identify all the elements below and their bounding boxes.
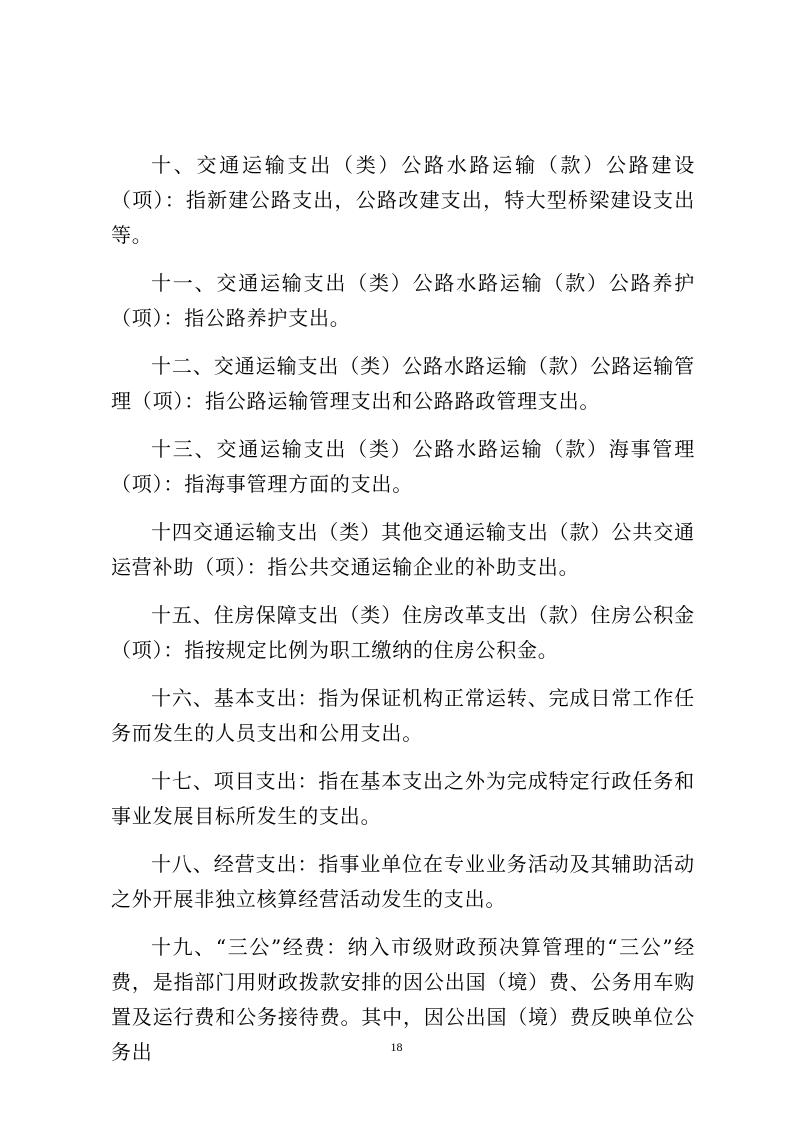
paragraph-11: 十一、交通运输支出（类）公路水路运输（款）公路养护（项）：指公路养护支出。 <box>111 271 695 330</box>
paragraph-12: 十二、交通运输支出（类）公路水路运输（款）公路运输管理（项）：指公路运输管理支出和公路路政管理支出。 <box>111 354 695 413</box>
paragraph-16: 十六、基本支出：指为保证机构正常运转、完成日常工作任务而发生的人员支出和公用支出。 <box>111 686 695 745</box>
page-number: 18 <box>390 1040 403 1054</box>
paragraph-10: 十、交通运输支出（类）公路水路运输（款）公路建设（项）：指新建公路支出，公路改建支出，特大型桥梁建设支出等。 <box>111 153 695 247</box>
document-body <box>111 148 695 1083</box>
paragraph-14: 十四交通运输支出（类）其他交通运输支出（款）公共交通运营补助（项）：指公共交通运输企业的补助支出。 <box>111 520 695 579</box>
paragraph-17: 十七、项目支出：指在基本支出之外为完成特定行政任务和事业发展目标所发生的支出。 <box>111 769 695 828</box>
paragraph-15: 十五、住房保障支出（类）住房改革支出（款）住房公积金（项）：指按规定比例为职工缴纳的住房公积金。 <box>111 603 695 662</box>
paragraph-19: 十九、“三公”经费：纳入市级财政预决算管理的“三公”经费，是指部门用财政拨款安排的因公出国（境）费、公务用车购置及运行费和公务接待费。其中，因公出国（境）费反映单位公务出 <box>111 935 695 1064</box>
paragraph-13: 十三、交通运输支出（类）公路水路运输（款）海事管理（项）：指海事管理方面的支出。 <box>111 437 695 496</box>
paragraph-18: 十八、经营支出：指事业单位在专业业务活动及其辅助活动之外开展非独立核算经营活动发生的支出。 <box>111 852 695 911</box>
